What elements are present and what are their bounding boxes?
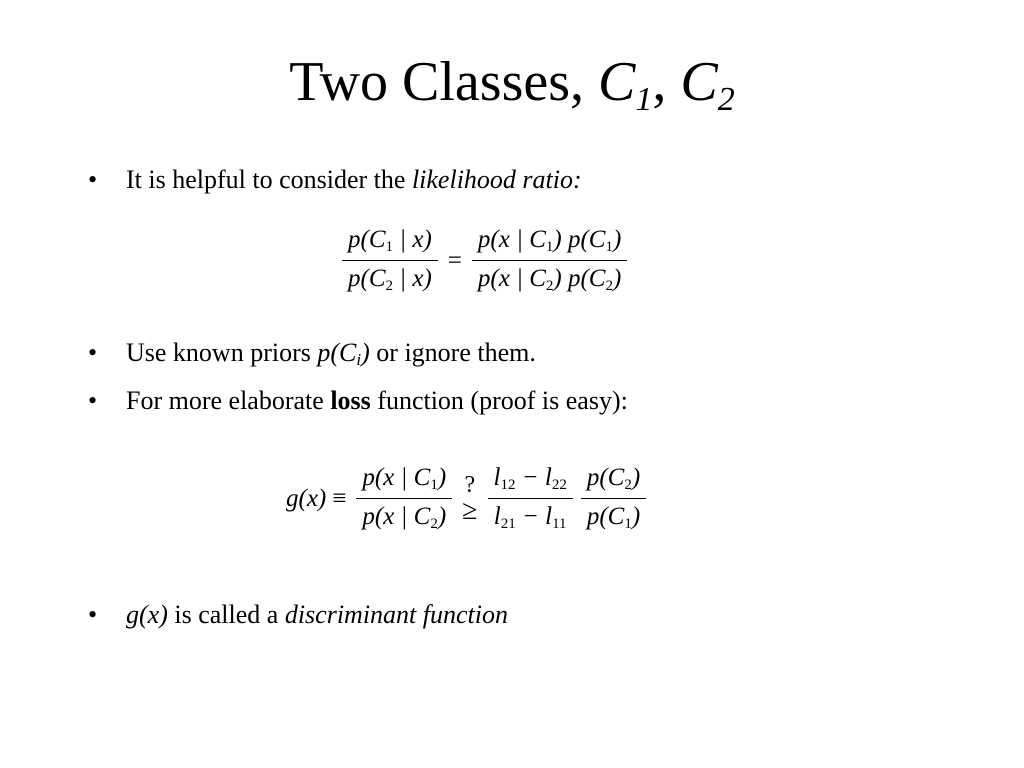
bullet-1: • It is helpful to consider the likelihood ratio: bbox=[88, 165, 582, 194]
slide-title: Two Classes, $C_1$, $C_2$ bbox=[289, 51, 735, 118]
bullet-4: • g(x) is called a discriminant function bbox=[88, 600, 508, 629]
bullet-2: • Use known priors $p(C_i)$ or ignore them. bbox=[88, 338, 536, 369]
geq-symbol: ? ≥ bbox=[462, 471, 478, 526]
discriminant-equation: g(x) ≡ $\frac{p(x | C_1)}{p(x | C_2)}$ ? ≥ $\frac{l_{12} - l_{22}}{l_{21} - l_{11}}$ $\frac{p(C_2)}{p(C_1)}$ bbox=[286, 464, 650, 533]
bullet-3: • For more elaborate loss function (proof is easy): bbox=[88, 386, 628, 415]
likelihood-ratio-equation: $\frac{p(C_1 | x)}{p(C_2 | x)}$ = $\frac{p(x | C_1) p(C_1)}{p(x | C_2) p(C_2)}$ bbox=[338, 226, 631, 295]
